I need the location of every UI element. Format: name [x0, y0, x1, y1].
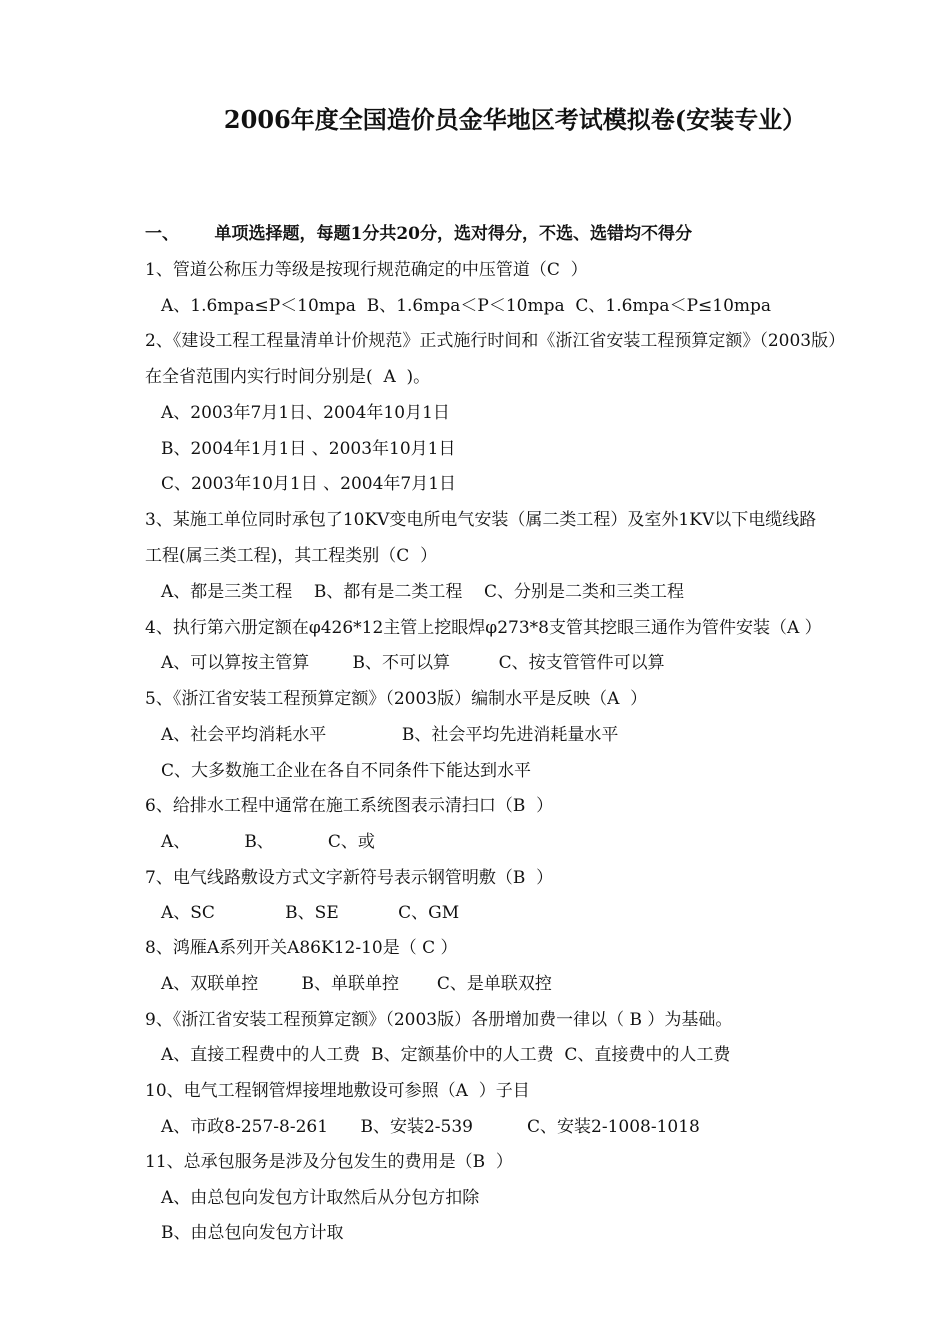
question-text: 3、某施工单位同时承包了10KV变电所电气安装（属二类工程）及室外1KV以下电缆线路 — [145, 510, 817, 530]
answer-options: A、由总包向发包方计取然后从分包方扣除 — [161, 1188, 480, 1208]
question-text: 5、《浙江省安装工程预算定额》（2003版）编制水平是反映（A ） — [145, 689, 648, 709]
question-text: 1、管道公称压力等级是按现行规范确定的中压管道（C ） — [145, 260, 588, 280]
question-text: 6、给排水工程中通常在施工系统图表示清扫口（B ） — [145, 796, 554, 816]
answer-options: C、2003年10月1日 、2004年7月1日 — [161, 474, 457, 494]
answer-options: A、2003年7月1日、2004年10月1日 — [161, 403, 450, 423]
question-text: 7、电气线路敷设方式文字新符号表示钢管明敷（B ） — [145, 868, 554, 888]
answer-options: B、由总包向发包方计取 — [161, 1223, 344, 1243]
answer-options: A、SC B、SE C、GM — [161, 903, 460, 923]
answer-options: A、都是三类工程 B、都有是二类工程 C、分别是二类和三类工程 — [161, 582, 685, 602]
answer-options: A、直接工程费中的人工费 B、定额基价中的人工费 C、直接费中的人工费 — [161, 1045, 731, 1065]
document-title: 2006年度全国造价员金华地区考试模拟卷(安装专业） — [223, 105, 807, 134]
question-text: 工程(属三类工程)，其工程类别（C ） — [145, 546, 438, 566]
question-text: 4、执行第六册定额在φ426*12主管上挖眼焊φ273*8支管其挖眼三通作为管件安装（A ） — [145, 618, 822, 638]
question-text: 9、《浙江省安装工程预算定额》（2003版）各册增加费一律以（ B ）为基础。 — [145, 1010, 733, 1030]
answer-options: A、双联单控 B、单联单控 C、是单联双控 — [161, 974, 552, 994]
section-heading: 一、 单项选择题，每题1分共20分，选对得分，不选、选错均不得分 — [145, 224, 692, 244]
question-text: 10、电气工程钢管焊接埋地敷设可参照（A ）子目 — [145, 1081, 530, 1101]
answer-options: A、 B、 C、或 — [161, 832, 375, 852]
question-text: 8、鸿雁A系列开关A86K12-10是（ C ） — [145, 938, 458, 958]
question-text: 2、《建设工程工程量清单计价规范》正式施行时间和《浙江省安装工程预算定额》（2003版） — [145, 331, 846, 351]
answer-options: B、2004年1月1日 、2003年10月1日 — [161, 439, 456, 459]
answer-options: C、大多数施工企业在各自不同条件下能达到水平 — [161, 761, 532, 781]
answer-options: A、可以算按主管算 B、不可以算 C、按支管管件可以算 — [161, 653, 665, 673]
answer-options: A、社会平均消耗水平 B、社会平均先进消耗量水平 — [161, 725, 619, 745]
answer-options: A、1.6mpa≤P＜10mpa B、1.6mpa＜P＜10mpa C、1.6mpa＜P≤10mpa — [161, 296, 772, 316]
question-text: 11、总承包服务是涉及分包发生的费用是（B ） — [145, 1152, 513, 1172]
question-text: 在全省范围内实行时间分别是( A )。 — [145, 367, 431, 387]
answer-options: A、市政8-257-8-261 B、安装2-539 C、安装2-1008-1018 — [161, 1117, 700, 1137]
